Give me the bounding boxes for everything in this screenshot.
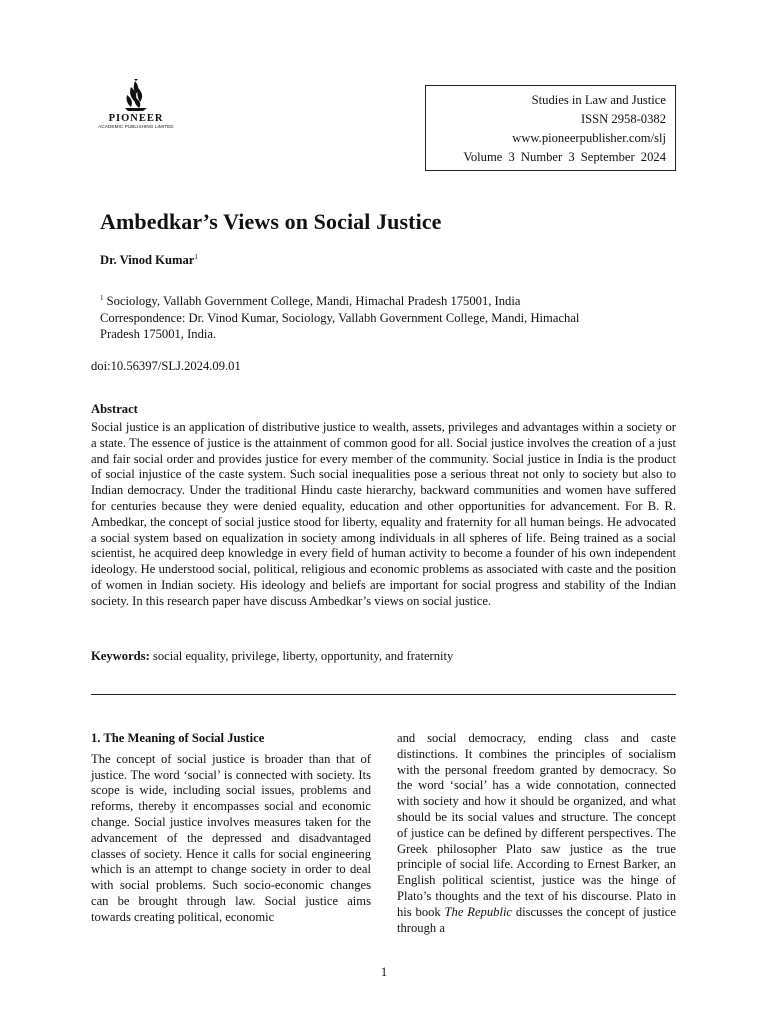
body-text-right: and social democracy, ending class and caste distinctions. It combines the principles of socialism with the personal freedom granted by democracy. So the word ‘social’ has a wide connotation, connected with society and how it should be organized, and what should be its social values and structure. The concept of justice can be defined by different perspectives. The Greek philosopher Plato saw justice as the true principle of social life. According to Ernest Barker, an English political scientist, justice was the hinge of Plato’s thoughts and the text of his discourse. Plato in his book <box>397 731 676 919</box>
keywords <box>91 649 453 664</box>
abstract-heading: Abstract <box>91 402 138 416</box>
abstract-text: Social justice is an application of distributive justice to wealth, assets, privileges and advantages within a society or a state. The essence of justice is the attainment of common good for all. Social justice involves the creation of a just and fair social order and provides justice for every member of the community. Social justice in India is the product of social injustice of the caste system. Such social inequalities pose a serious threat not only to society but also to Indian democracy. Under the traditional Hindu caste hierarchy, backward communities and women have suffered for centuries because they were denied equality, education and other opportunities for advancement. For B. R. Ambedkar, the concept of social justice stood for liberty, equality and fraternity for all human beings. He advocated a social system based on equalization in society among individuals in all spheres of life. Being trained as a social scientist, he acquired deep knowledge in every field of human activity to become a founder of his own independent ideology. He understood social, political, religious and economic problems as associated with caste and the position of women in Indian society. His ideology and beliefs are important for social progress and stability of the Indian society. In this research paper have discuss Ambedkar’s views on social justice. <box>91 420 676 608</box>
left-column <box>91 731 371 926</box>
journal-volume: Volume 3 Number 3 September 2024 <box>463 150 666 164</box>
book-title: The Republic <box>444 904 513 919</box>
keywords-text: social equality, privilege, liberty, opportunity, and fraternity <box>152 649 454 663</box>
ship-icon <box>121 78 151 112</box>
affiliation-line <box>100 290 660 310</box>
author-mark: 1 <box>194 253 198 261</box>
journal-website[interactable]: www.pioneerpublisher.com/slj <box>512 131 666 145</box>
journal-issn: ISSN 2958-0382 <box>580 112 666 126</box>
section-heading: 1. The Meaning of Social Justice <box>91 731 265 745</box>
author-name: Dr. Vinod Kumar <box>100 253 195 268</box>
correspondence-line-1: Correspondence: Dr. Vinod Kumar, Sociology, Vallabh Government College, Mandi, Himachal <box>100 310 580 325</box>
page-number: 1 <box>380 965 388 979</box>
article-title: Ambedkar’s Views on Social Justice <box>100 209 442 234</box>
affiliation-mark: 1 <box>100 294 104 302</box>
journal-info-box <box>425 85 676 171</box>
section-divider <box>91 694 676 695</box>
body-text-right-end: discusses the concept of justice through a <box>397 904 676 935</box>
logo-subtitle: ACADEMIC PUBLISHING LIMITED <box>98 124 174 129</box>
right-column <box>397 731 676 936</box>
body-paragraph-right <box>397 731 676 936</box>
affiliation-text: Sociology, Vallabh Government College, Mandi, Himachal Pradesh 175001, India <box>106 294 521 309</box>
body-paragraph-left: The concept of social justice is broader than that of justice. The word ‘social’ is connected with society. Its scope is wide, including social issues, problems and reforms, thereby it encompasses social and economic change. Social justice involves measures taken for the advancement of the depressed and disadvantaged classes of society. Hence it calls for social engineering which is an attempt to change society in order to deal with social problems. Such socio-economic changes can be brought through law. Social justice aims towards creating political, economic <box>91 751 371 924</box>
journal-name: Studies in Law and Justice <box>531 93 666 107</box>
logo-name: PIONEER <box>108 113 164 124</box>
author <box>100 253 198 268</box>
affiliation-block <box>100 290 660 343</box>
correspondence-line-2: Pradesh 175001, India. <box>100 327 217 342</box>
publisher-logo <box>94 78 178 130</box>
keywords-label: Keywords: <box>91 649 150 663</box>
doi[interactable]: doi:10.56397/SLJ.2024.09.01 <box>91 359 241 373</box>
